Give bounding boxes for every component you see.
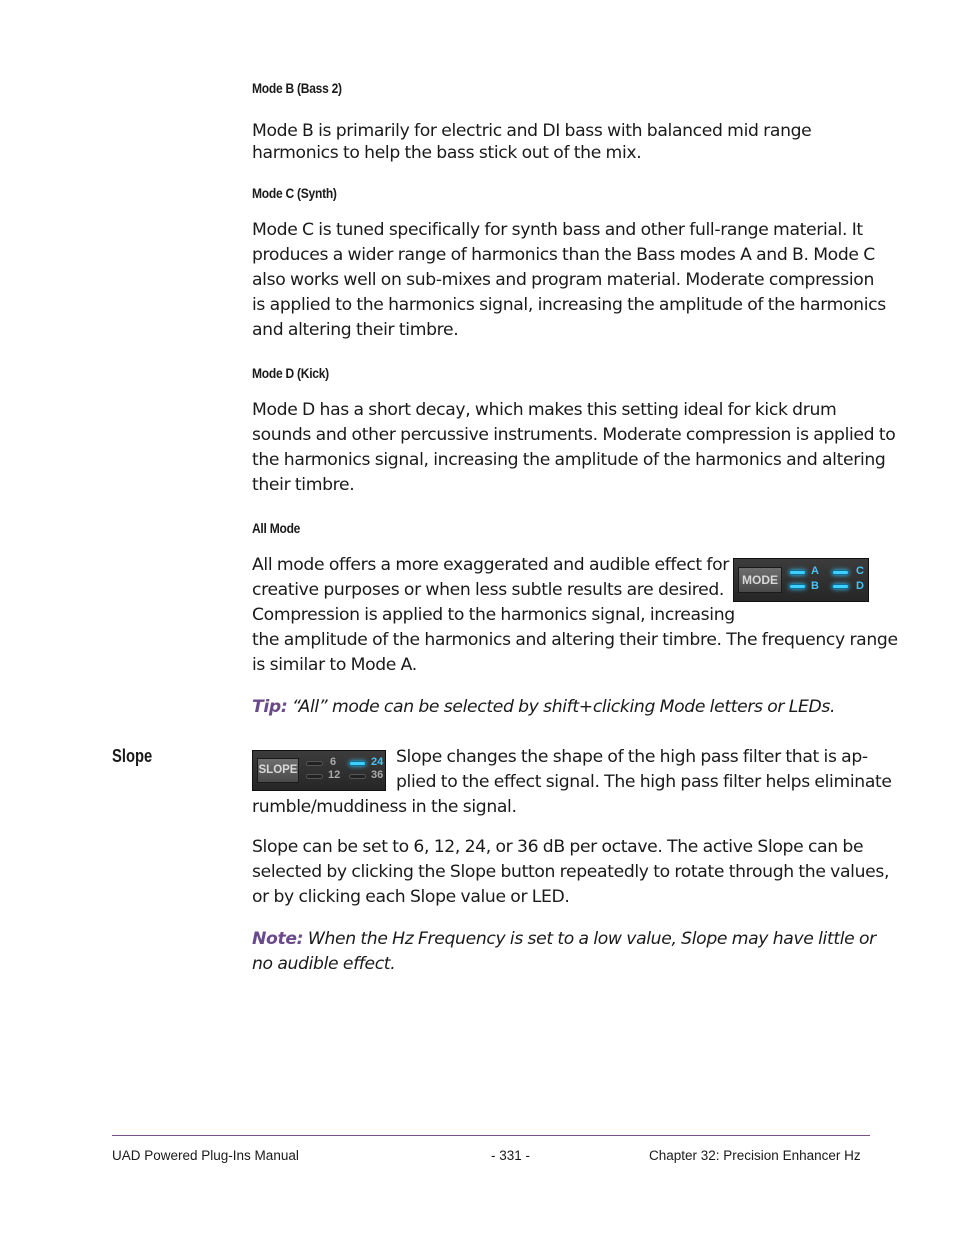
led-c: [832, 570, 849, 575]
slope-heading: Slope: [112, 746, 153, 766]
led-12: [306, 774, 323, 779]
note-text: When the Hz Frequency is set to a low value, Slope may have little or: [303, 929, 876, 949]
mode-letter-a: A: [811, 565, 819, 577]
mode-letter-b: B: [811, 580, 819, 592]
text-line: also works well on sub-mixes and program material. Moderate compression: [252, 270, 875, 290]
text-line: creative purposes or when less subtle results are desired.: [252, 580, 725, 600]
slope-body-paragraph: [252, 835, 889, 910]
text-line: is applied to the harmonics signal, increasing the amplitude of the harmonics: [252, 295, 886, 315]
mode-letter-d: D: [856, 580, 864, 592]
note: [252, 927, 876, 977]
text-line: Mode C is tuned specifically for synth bass and other full-range material. It: [252, 220, 863, 240]
footer-manual-title: UAD Powered Plug-Ins Manual: [112, 1148, 299, 1163]
text-line: is similar to Mode A.: [252, 655, 417, 675]
text-line: the harmonics signal, increasing the amplitude of the harmonics and altering: [252, 450, 886, 470]
footer-rule: [112, 1135, 870, 1136]
mode-control-image: [733, 558, 869, 602]
mode-b-paragraph: [252, 119, 811, 166]
tip-label: Tip:: [252, 697, 288, 717]
text-line: and altering their timbre.: [252, 320, 459, 340]
text-line: plied to the effect signal. The high pass filter helps eliminate: [396, 772, 892, 792]
tip: [252, 695, 835, 720]
slope-value-36: 36: [371, 769, 384, 781]
mode-d-paragraph: [252, 398, 895, 498]
text-line: produces a wider range of harmonics than the Bass modes A and B. Mode C: [252, 245, 875, 265]
text-line: or by clicking each Slope value or LED.: [252, 887, 570, 907]
text-line: their timbre.: [252, 475, 355, 495]
led-36: [349, 774, 366, 779]
text-line: Compression is applied to the harmonics signal, increasing: [252, 605, 735, 625]
led-a: [789, 570, 806, 575]
slope-intro-wrapped: [396, 745, 892, 795]
mode-b-heading: Mode B (Bass 2): [252, 80, 342, 96]
tip-text: “All” mode can be selected by shift+clicking Mode letters or LEDs.: [287, 697, 836, 717]
text-line: Slope can be set to 6, 12, 24, or 36 dB per octave. The active Slope can be: [252, 837, 864, 857]
text-line: rumble/muddiness in the signal.: [252, 797, 517, 817]
text-line: Mode D has a short decay, which makes this setting ideal for kick drum: [252, 400, 837, 420]
text-line: the amplitude of the harmonics and altering their timbre. The frequency range: [252, 630, 898, 650]
mode-letter-c: C: [856, 565, 864, 577]
slope-value-6: 6: [330, 756, 337, 768]
footer-chapter: Chapter 32: Precision Enhancer Hz: [649, 1148, 861, 1163]
text-line: harmonics to help the bass stick out of the mix.: [252, 143, 642, 163]
led-24: [349, 761, 366, 766]
slope-value-12: 12: [328, 769, 341, 781]
mode-button: MODE: [738, 567, 782, 593]
text-line: sounds and other percussive instruments. Moderate compression is applied to: [252, 425, 896, 445]
slope-control-image: [252, 750, 386, 791]
footer-page-number: - 331 -: [491, 1148, 531, 1163]
text-line: Mode B is primarily for electric and DI bass with balanced mid range: [252, 121, 812, 141]
text-line: selected by clicking the Slope button repeatedly to rotate through the values,: [252, 862, 890, 882]
slope-value-24: 24: [371, 756, 384, 768]
mode-d-heading: Mode D (Kick): [252, 365, 329, 381]
text-line: Slope changes the shape of the high pass filter that is ap-: [396, 747, 868, 767]
note-label: Note:: [252, 929, 304, 949]
led-d: [832, 584, 849, 589]
text-line: All mode offers a more exaggerated and audible effect for: [252, 555, 730, 575]
mode-c-heading: Mode C (Synth): [252, 185, 337, 201]
led-b: [789, 584, 806, 589]
led-6: [306, 761, 323, 766]
text-line: no audible effect.: [252, 954, 396, 974]
slope-button: SLOPE: [257, 758, 299, 783]
mode-c-paragraph: [252, 218, 886, 343]
all-mode-heading: All Mode: [252, 520, 301, 536]
